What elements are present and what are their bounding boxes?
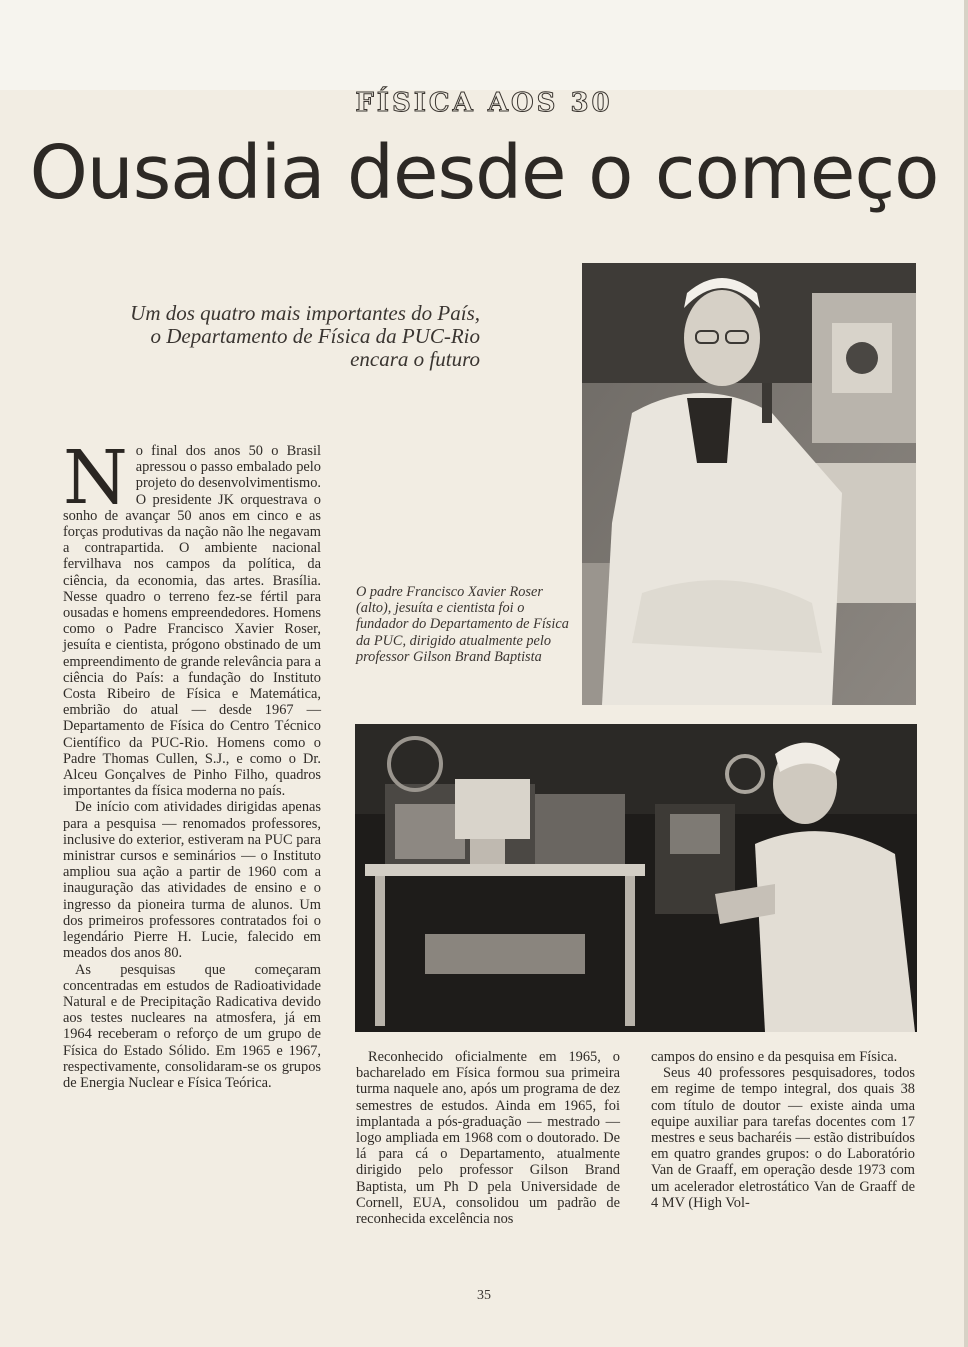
article-subtitle: Um dos quatro mais importantes do País, o Departamento de Física da PUC-Rio encara o futuro (130, 301, 480, 371)
paragraph: Seus 40 professores pesquisadores, todos em regime de tempo integral, dos quais 38 com título de doutor — existe ainda uma equipe auxiliar para tarefas docentes com 17 mestres e seus bacharéis — estão distribuídos em quatro grandes grupos: o do Laboratório Van de Graaff, em operação desde 1973 com um acelerador eletrostático Van de Graaff de 4 MV (High Vol- (651, 1065, 915, 1211)
portrait-photo-graphic (582, 263, 916, 705)
paragraph: De início com atividades dirigidas apenas para a pesquisa — renomados professores, inclusive do exterior, estiveram na PUC para ministrar cursos e seminários — o Instituto ampliou sua ação a partir de 1960 com a inauguração das atividades de ensino e o ingresso da pioneira turma de alunos. Um dos primeiros professores contratados foi o legendário Pierre H. Lucie, falecido em meados dos anos 80. (63, 799, 321, 962)
drop-cap: N (63, 435, 128, 521)
photo-caption: O padre Francisco Xavier Roser (alto), jesuíta e cientista foi o fundador do Departamento de Física da PUC, dirigido atualmente pelo professor Gilson Brand Baptista (356, 584, 569, 665)
paragraph: As pesquisas que começaram concentradas em estudos de Radioatividade Natural e de Precipitação Radicativa devido aos testes nucleares na atmosfera, já em 1964 receberam o reforço de um grupo de Física do Estado Sólido. Em 1965 e 1967, respectivamente, consolidaram-se os grupos de Energia Nuclear e Física Teórica. (63, 961, 321, 1091)
portrait-photo (582, 263, 916, 705)
article-title: Ousadia desde o começo (29, 130, 939, 216)
lab-photo-graphic (355, 724, 917, 1032)
lab-photo (355, 724, 917, 1032)
section-kicker: FÍSICA AOS 30 (355, 88, 613, 118)
paragraph: Reconhecido oficialmente em 1965, o bacharelado em Física formou sua primeira turma naquele ano, após um programa de dez semestres de estudos. Ainda em 1965, foi implantada a pós-graduação — mestrado — logo ampliada em 1968 com o doutorado. De lá para cá o Departamento, atualmente dirigido pelo professor Gilson Brand Baptista, um Ph D pela Universidade de Cornell, EUA, consolidou um padrão de reconhecida excelência nos (356, 1049, 620, 1228)
top-margin (0, 0, 968, 90)
paragraph: campos do ensino e da pesquisa em Física. (651, 1049, 898, 1065)
paragraph-text: o final dos anos 50 o Brasil apressou o passo embalado pelo projeto do desenvolvimentismo. O presidente JK orquestrava o sonho de avançar 50 anos em cinco e as forças produtivas da nação não lhe negavam a contrapartida. O ambiente nacional fervilhava nos campos da política, da ciência, da economia, das artes. Brasília. Nesse quadro o terreno fez-se fértil para ousadas e homens empreendedores. Homens como o Padre Francisco Xavier Roser, jesuíta e cientista, prógono obstinado de um empreendimento de grande relevância para a ciência do País: a fundação do Instituto Costa Ribeiro de Física e Matemática, embrião do atual — desde 1967 — Departamento de Física do Centro Técnico Científico da PUC-Rio. Homens como o Padre Thomas Cullen, S.J., e como o Dr. Alceu Gonçalves de Pinho Filho, quadros importantes da física moderna no país. (63, 443, 321, 800)
body-column-3 (651, 1049, 915, 1211)
body-column-2 (356, 1049, 620, 1227)
page-number: 35 (477, 1288, 491, 1303)
paragraph (63, 435, 321, 800)
body-column-1 (63, 435, 321, 1091)
